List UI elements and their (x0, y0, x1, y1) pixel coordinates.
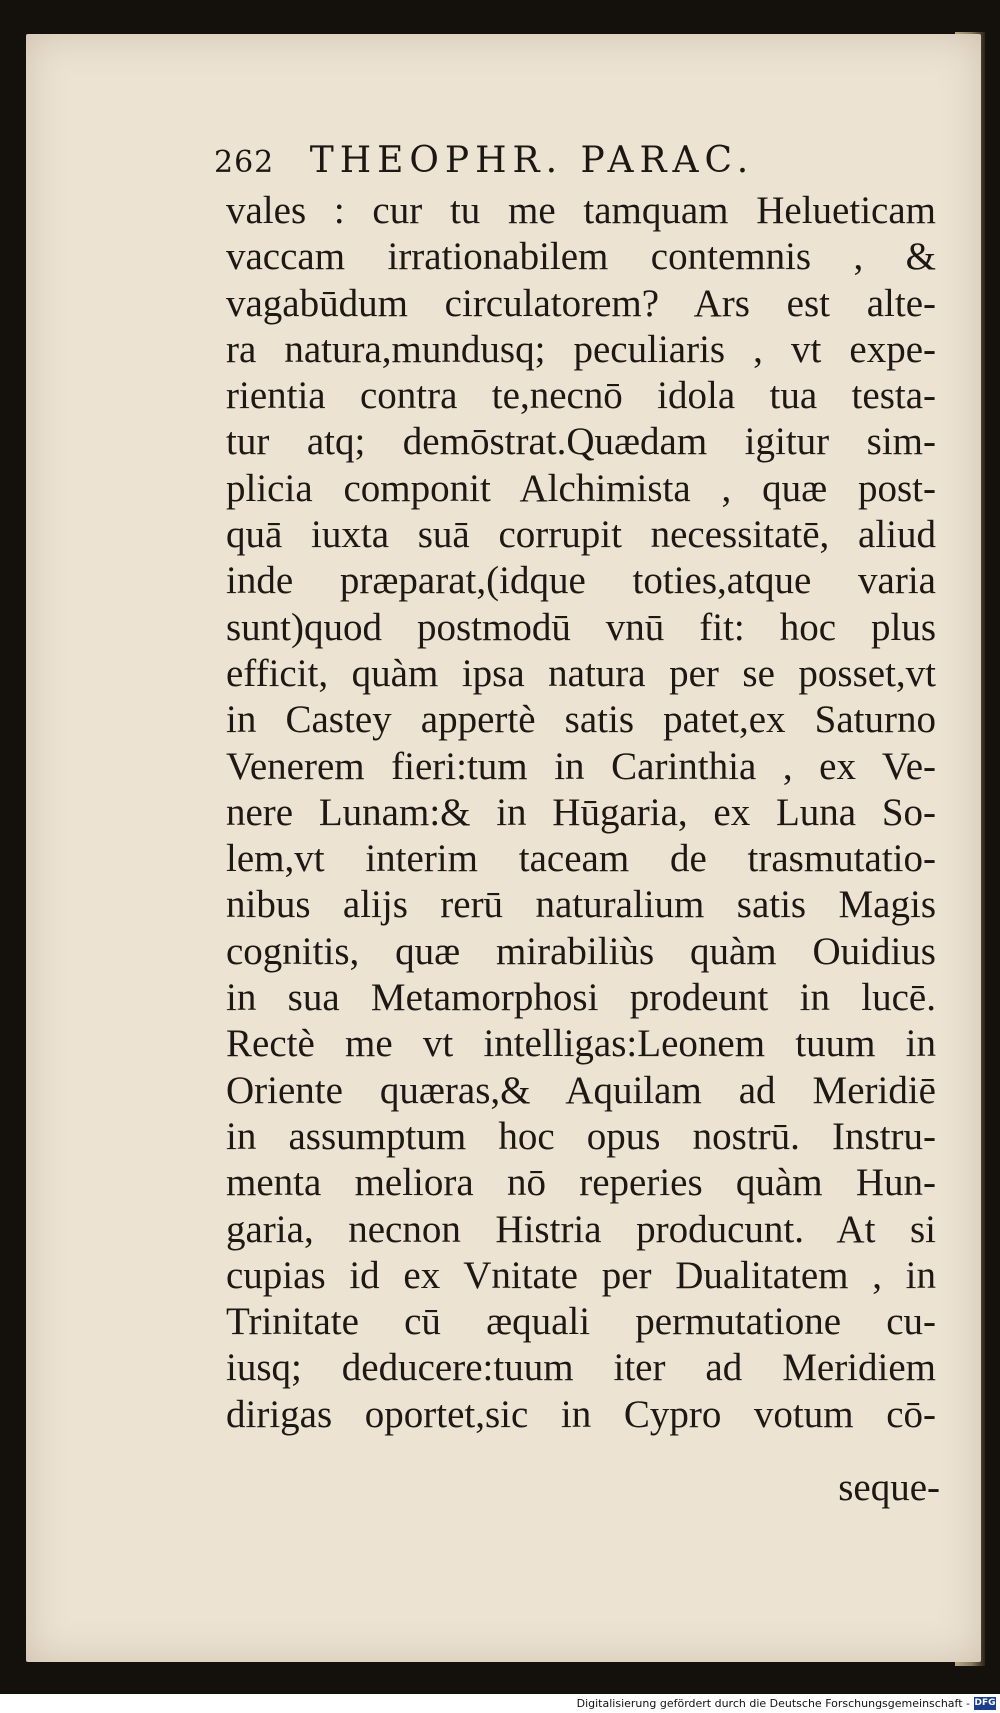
text-line: lem,vt interim taceam de trasmutatio- (226, 837, 936, 881)
body-text (226, 188, 936, 1438)
text-line: Rectè me vt intelligas:Leonem tuum in (226, 1022, 936, 1066)
text-line: quā iuxta suā corrupit necessitatē, aliud (226, 513, 936, 557)
text-line: plicia componit Alchimista , quæ post- (226, 466, 936, 510)
text-line: inde præparat,(idque toties,atque varia (226, 559, 936, 603)
text-line: menta meliora nō reperies quàm Hun- (226, 1161, 936, 1205)
text-line: dirigas oportet,sic in Cypro votum cō- (226, 1392, 936, 1436)
text-line: vagabūdum circulatorem? Ars est alte- (226, 281, 936, 325)
text-line: ra natura,mundusq; peculiaris , vt expe- (226, 327, 936, 371)
text-line: in assumptum hoc opus nostrū. Instru- (226, 1114, 936, 1158)
text-line: cognitis, quæ mirabiliùs quàm Ouidius (226, 929, 936, 973)
text-line: garia, necnon Histria producunt. At si (226, 1207, 936, 1251)
running-head (214, 138, 854, 186)
text-line: in Castey appertè satis patet,ex Saturno (226, 698, 936, 742)
running-title: THEOPHR. PARAC. (309, 140, 755, 181)
text-line: iusq; deducere:tuum iter ad Meridiem (226, 1346, 936, 1390)
text-line: nibus alijs rerū naturalium satis Magis (226, 883, 936, 927)
text-line: vales : cur tu me tamquam Helueticam (226, 189, 936, 232)
text-line: rientia contra te,necnō idola tua testa- (226, 374, 936, 418)
text-line: vaccam irrationabilem contemnis , & (226, 235, 936, 279)
text-line: tur atq; demōstrat.Quædam igitur sim- (226, 420, 936, 464)
text-line: Venerem fieri:tum in Carinthia , ex Ve- (226, 744, 936, 788)
funding-credit: Digitalisierung gefördert durch die Deutsche Forschungsgemeinschaft - (576, 1697, 970, 1710)
text-line: sunt)quod postmodū vnū fit: hoc plus (226, 605, 936, 649)
catchword: seque- (838, 1466, 940, 1509)
folio-number: 262 (214, 145, 275, 180)
text-line: cupias id ex Vnitate per Dualitatem , in (226, 1253, 936, 1297)
text-line: Trinitate cū æquali permutatione cu- (226, 1300, 936, 1344)
text-line: nere Lunam:& in Hūgaria, ex Luna So- (226, 790, 936, 834)
text-line: efficit, quàm ipsa natura per se posset,vt (226, 651, 936, 695)
text-line: Oriente quæras,& Aquilam ad Meridiē (226, 1068, 936, 1112)
dfg-logo-icon: DFG (974, 1698, 996, 1708)
text-line: in sua Metamorphosi prodeunt in lucē. (226, 976, 936, 1020)
